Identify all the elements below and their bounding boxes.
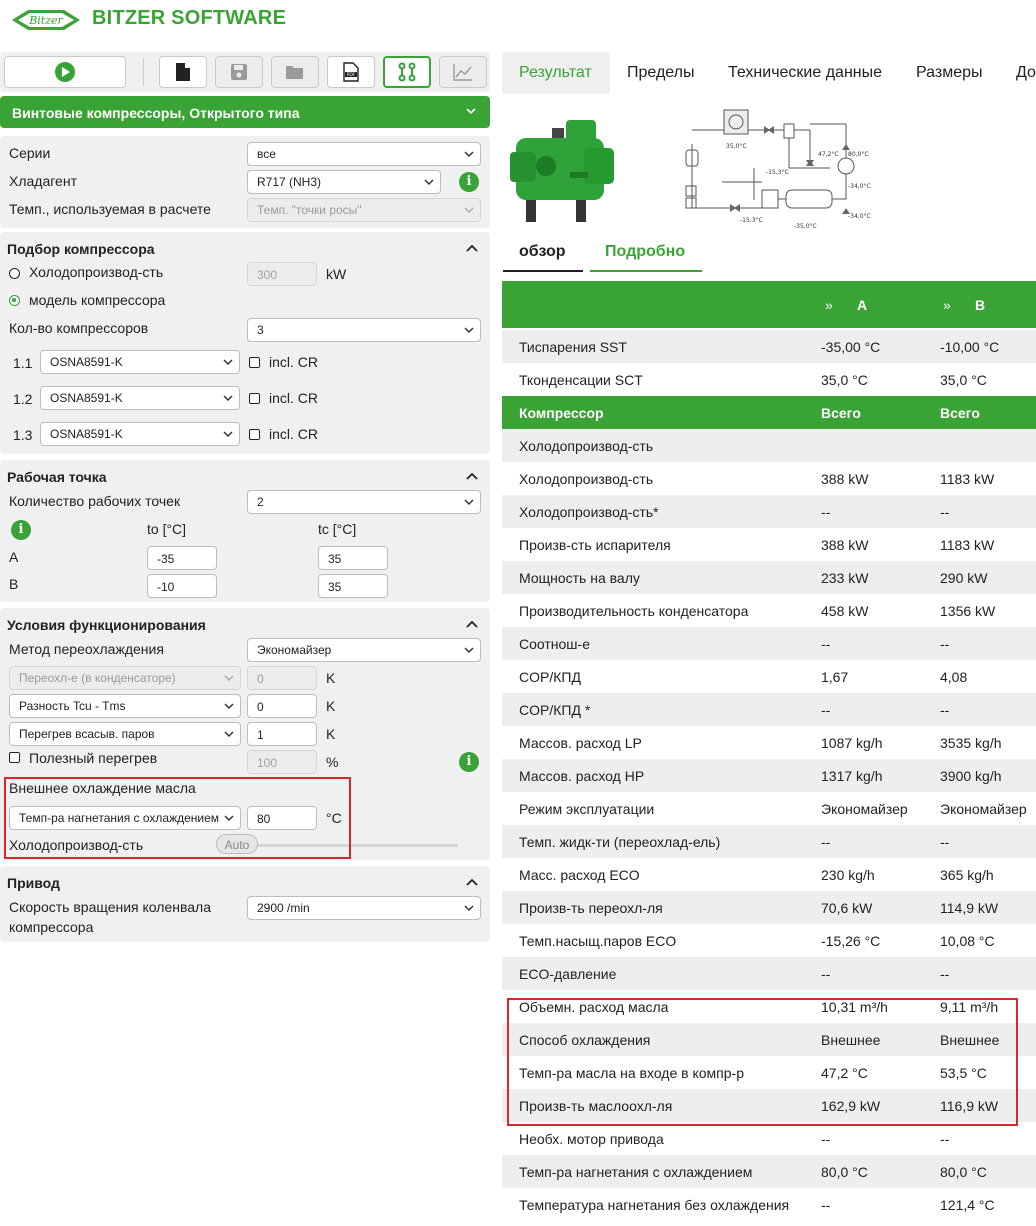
chevron-down-icon	[224, 703, 234, 710]
results-header	[502, 281, 1036, 328]
diagram-temp-label: 35,0°C	[726, 143, 747, 150]
unit-percent: %	[326, 754, 339, 770]
value-a: 1,67	[821, 669, 849, 685]
compressor-count-label: Кол-во компрессоров	[9, 320, 149, 336]
compressor-model-select[interactable]: OSNA8591-K	[40, 386, 240, 410]
point-a-to-input[interactable]: -35	[147, 546, 217, 570]
table-row	[502, 1155, 1036, 1188]
row-label: ECO-давление	[519, 966, 617, 982]
oil-cooling-label: Внешнее охлаждение масла	[9, 780, 196, 796]
value-b: 114,9 kW	[940, 900, 999, 916]
incl-cr-checkbox[interactable]	[249, 393, 260, 404]
chevron-down-icon	[464, 647, 474, 654]
chevron-down-icon	[223, 431, 233, 438]
compressor-image	[506, 108, 618, 230]
useful-superheat-input[interactable]: 100	[247, 750, 317, 774]
value-b: --	[940, 1131, 950, 1147]
series-select[interactable]: все	[247, 142, 481, 166]
value-a: 388 kW	[821, 537, 869, 553]
conditions-info-icon[interactable]: i	[459, 752, 479, 772]
value-a: --	[821, 702, 831, 718]
row-label: COP/КПД	[519, 669, 581, 685]
value-b: --	[940, 966, 950, 982]
capacity-unit: kW	[326, 266, 347, 282]
column-b-header: B	[975, 297, 986, 313]
value-b: -10,00 °C	[940, 339, 1000, 355]
value-b: 116,9 kW	[940, 1098, 999, 1114]
oil-cooling-mode-select[interactable]: Темп-ра нагнетания с охлаждением	[9, 806, 241, 830]
row-label: Производительность конденсатора	[519, 603, 749, 619]
tab-technical-data[interactable]: Технические данные	[728, 64, 883, 81]
value-b: Внешнее	[940, 1032, 1000, 1048]
value-b: 10,08 °C	[940, 933, 995, 949]
table-row	[502, 1122, 1036, 1155]
table-row	[502, 1188, 1036, 1221]
chevron-down-icon	[224, 731, 234, 738]
diagram-temp-label: -34,0°C	[848, 213, 871, 220]
value-a: -35,00 °C	[821, 339, 881, 355]
refrigerant-info-icon[interactable]: i	[459, 172, 479, 192]
chevron-down-icon	[223, 359, 233, 366]
value-a: --	[821, 636, 831, 652]
table-row	[502, 825, 1036, 858]
diagram-temp-label: 47,2°C	[818, 151, 839, 158]
chevron-up-icon[interactable]	[466, 472, 478, 480]
chart-button[interactable]	[439, 56, 487, 88]
chevron-up-icon[interactable]	[466, 244, 478, 252]
table-row	[502, 594, 1036, 627]
value-a: 1317 kg/h	[821, 768, 883, 784]
point-b-to-input[interactable]: -10	[147, 574, 217, 598]
value-a: 388 kW	[821, 471, 869, 487]
capacity-auto-toggle[interactable]: Auto	[216, 834, 258, 854]
value-a: 70,6 kW	[821, 900, 873, 916]
incl-cr-label: incl. CR	[269, 390, 319, 406]
value-b: 3900 kg/h	[940, 768, 1002, 784]
value-b: 1183 kW	[940, 537, 995, 553]
value-a: --	[821, 1131, 831, 1147]
chevron-up-icon[interactable]	[466, 878, 478, 886]
row-label: Тиспарения SST	[519, 339, 627, 355]
unit-celsius: °C	[326, 810, 342, 826]
value-b: 1356 kW	[940, 603, 996, 619]
subtab-overview[interactable]: обзор	[519, 243, 566, 260]
subtab-overview-underline	[503, 270, 583, 272]
point-a-label: A	[9, 549, 19, 565]
incl-cr-label: incl. CR	[269, 426, 319, 442]
value-a: Внешнее	[821, 1032, 881, 1048]
value-a: --	[821, 504, 831, 520]
table-row	[502, 462, 1036, 495]
value-a: --	[821, 966, 831, 982]
diagram-temp-label: 80,0°C	[848, 151, 869, 158]
column-a-header: A	[857, 297, 868, 313]
folder-icon	[285, 64, 305, 80]
document-icon	[175, 62, 191, 82]
logo-text: Bitzer	[29, 14, 63, 27]
table-row	[502, 792, 1036, 825]
incl-cr-checkbox[interactable]	[249, 429, 260, 440]
product-type-label: Винтовые компрессоры, Открытого типа	[12, 105, 300, 121]
speed-label-line-2: компрессора	[9, 919, 94, 935]
row-label: Темп. жидк-ти (переохлад-ель)	[519, 834, 721, 850]
chevron-down-icon	[464, 499, 474, 506]
value-b: 121,4 °C	[940, 1197, 995, 1213]
compressor-selection-title: Подбор компрессора	[7, 241, 155, 257]
value-a: 47,2 °C	[821, 1065, 868, 1081]
chevron-down-icon	[223, 395, 233, 402]
row-label: Холодопроизвод-сть	[519, 471, 654, 487]
table-row	[502, 660, 1036, 693]
drive-title: Привод	[7, 875, 60, 891]
row-label: Темп-ра нагнетания с охлаждением	[519, 1164, 753, 1180]
point-b-tc-input[interactable]: 35	[318, 574, 388, 598]
value-b: --	[940, 636, 950, 652]
suction-superheat-select[interactable]: Перегрев всасыв. паров	[9, 722, 241, 746]
value-a: 230 kg/h	[821, 867, 875, 883]
work-point-title: Рабочая точка	[7, 469, 107, 485]
capacity-radio-label: Холодопроизвод-сть	[29, 264, 164, 280]
incl-cr-checkbox[interactable]	[249, 357, 260, 368]
circuit-icon	[398, 62, 416, 82]
row-label: Темп-ра масла на входе в компр-р	[519, 1065, 744, 1081]
value-b: 35,0 °C	[940, 372, 987, 388]
value-b: 290 kW	[940, 570, 988, 586]
value-b: Экономайзер	[940, 801, 1027, 817]
value-b: 365 kg/h	[940, 867, 994, 883]
general-panel	[0, 136, 490, 228]
useful-superheat-checkbox[interactable]	[9, 752, 20, 763]
compressor-index: 1.2	[13, 391, 33, 407]
table-row	[502, 957, 1036, 990]
table-row	[502, 858, 1036, 891]
temp-basis-label: Темп., используемая в расчете	[9, 201, 211, 217]
oil-results-highlight	[507, 998, 1018, 1126]
value-b: 1183 kW	[940, 471, 995, 487]
value-a: Экономайзер	[821, 801, 908, 817]
unit-k: K	[326, 698, 336, 714]
row-label: Тконденсации SCT	[519, 372, 643, 388]
pdf-export-button[interactable]	[327, 56, 375, 88]
value-b: --	[940, 702, 950, 718]
subtab-detailed-underline	[590, 270, 702, 272]
expand-a-icon[interactable]: »	[825, 297, 833, 313]
unit-k: K	[326, 726, 336, 742]
temp-difference-select[interactable]: Разность Tcu - Tms	[9, 694, 241, 718]
value-a: -15,26 °C	[821, 933, 881, 949]
useful-superheat-label: Полезный перегрев	[29, 750, 158, 766]
pdf-icon	[342, 62, 360, 82]
value-a: 1087 kg/h	[821, 735, 883, 751]
capacity-mode-label: Холодопроизвод-сть	[9, 837, 144, 853]
suction-superheat-input[interactable]: 1	[247, 722, 317, 746]
value-a: Всего	[821, 405, 861, 421]
value-b: --	[940, 504, 950, 520]
row-label: Холодопроизвод-сть	[519, 438, 654, 454]
subcool-condenser-select[interactable]: Переохл-е (в конденсаторе)	[9, 666, 241, 690]
chevron-down-icon	[464, 207, 474, 214]
value-a: 458 kW	[821, 603, 869, 619]
value-a: 80,0 °C	[821, 1164, 868, 1180]
row-label: Произв-ть маслоохл-ля	[519, 1098, 673, 1114]
value-a: 233 kW	[821, 570, 869, 586]
table-row	[502, 363, 1036, 396]
row-label: Температура нагнетания без охлаждения	[519, 1197, 790, 1213]
table-row	[502, 627, 1036, 660]
diagram-temp-label: -15,3°C	[766, 169, 789, 176]
chevron-down-icon	[464, 327, 474, 334]
product-type-select[interactable]	[0, 96, 490, 128]
value-b: 9,11 m³/h	[940, 999, 999, 1015]
table-row	[502, 726, 1036, 759]
tc-header: tc [°C]	[318, 521, 357, 537]
diagram-temp-label: -34,0°C	[848, 183, 871, 190]
unit-k: K	[326, 670, 336, 686]
value-a: 35,0 °C	[821, 372, 868, 388]
compressor-model-select[interactable]: OSNA8591-K	[40, 422, 240, 446]
point-b-label: B	[9, 576, 19, 592]
refrigerant-select[interactable]: R717 (NH3)	[247, 170, 441, 194]
expand-b-icon[interactable]: »	[943, 297, 951, 313]
row-label: Произв-сть испарителя	[519, 537, 671, 553]
result-tabs	[502, 52, 1036, 94]
diagram-temp-label: -35,0°C	[794, 223, 817, 230]
toolbar	[0, 52, 490, 92]
capacity-input[interactable]: 300	[247, 262, 317, 286]
value-a: 10,31 m³/h	[821, 999, 888, 1015]
row-label: Холодопроизвод-сть*	[519, 504, 659, 520]
model-radio[interactable]	[9, 295, 20, 306]
chevron-up-icon[interactable]	[466, 620, 478, 628]
row-label: Соотнош-е	[519, 636, 590, 652]
compressor-model-select[interactable]: OSNA8591-K	[40, 350, 240, 374]
subtab-detailed[interactable]: Подробно	[605, 243, 686, 260]
to-header: to [°C]	[147, 521, 187, 537]
work-point-info-icon[interactable]: i	[11, 520, 31, 540]
compressor-selection-panel	[0, 232, 490, 454]
table-row	[502, 924, 1036, 957]
row-label: Объемн. расход масла	[519, 999, 669, 1015]
compressor-index: 1.1	[13, 355, 33, 371]
app-header	[0, 0, 1036, 40]
incl-cr-label: incl. CR	[269, 354, 319, 370]
value-b: Всего	[940, 405, 980, 421]
table-row	[502, 891, 1036, 924]
compressor-count-select[interactable]: 3	[247, 318, 481, 342]
table-row	[502, 693, 1036, 726]
compressor-index: 1.3	[13, 427, 33, 443]
table-row	[502, 561, 1036, 594]
table-row	[502, 759, 1036, 792]
subcool-method-label: Метод переохлаждения	[9, 641, 164, 657]
circuit-view-button[interactable]	[383, 56, 431, 88]
oil-cooling-highlight	[4, 777, 351, 859]
model-radio-label: модель компрессора	[29, 292, 166, 308]
chevron-down-icon	[464, 905, 474, 912]
table-row	[502, 495, 1036, 528]
subcool-method-select[interactable]: Экономайзер	[247, 638, 481, 662]
row-label: Массов. расход HP	[519, 768, 645, 784]
temp-basis-select[interactable]: Темп. "точки росы"	[247, 198, 481, 222]
save-icon	[230, 63, 248, 81]
series-label: Серии	[9, 145, 51, 161]
speed-label: Скорость вращения коленвала	[9, 899, 211, 915]
play-icon	[55, 62, 75, 82]
tab-limits[interactable]: Пределы	[627, 64, 695, 81]
chevron-down-icon	[224, 675, 234, 682]
row-label: Необх. мотор привода	[519, 1131, 664, 1147]
new-document-button[interactable]	[159, 56, 207, 88]
row-label: COP/КПД *	[519, 702, 591, 718]
save-button[interactable]	[215, 56, 263, 88]
refrigeration-circuit-diagram	[680, 104, 876, 232]
drive-panel	[0, 866, 490, 942]
chevron-down-icon	[424, 179, 434, 186]
open-button[interactable]	[271, 56, 319, 88]
temp-difference-input[interactable]: 0	[247, 694, 317, 718]
brand-title: BITZER SOFTWARE	[92, 7, 287, 29]
value-b: 3535 kg/h	[940, 735, 1002, 751]
table-row	[502, 330, 1036, 363]
point-a-tc-input[interactable]: 35	[318, 546, 388, 570]
row-label: Масс. расход ECO	[519, 867, 640, 883]
subcool-condenser-input[interactable]: 0	[247, 666, 317, 690]
work-point-count-select[interactable]: 2	[247, 490, 481, 514]
bitzer-logo	[10, 7, 82, 33]
diagram-temp-label: -15,3°C	[740, 217, 763, 224]
work-point-panel	[0, 460, 490, 602]
capacity-radio[interactable]	[9, 268, 20, 279]
value-b: 80,0 °C	[940, 1164, 987, 1180]
tab-dimensions[interactable]: Размеры	[916, 64, 983, 81]
value-a: --	[821, 834, 831, 850]
run-button[interactable]	[4, 56, 126, 88]
row-label: Способ охлаждения	[519, 1032, 651, 1048]
chevron-down-icon	[466, 108, 476, 115]
table-row	[502, 528, 1036, 561]
row-label: Темп.насыщ.паров ECO	[519, 933, 677, 949]
value-b: 53,5 °C	[940, 1065, 987, 1081]
row-label: Компрессор	[519, 405, 604, 421]
value-b: --	[940, 834, 950, 850]
discharge-temp-input[interactable]: 80	[247, 806, 317, 830]
chevron-down-icon	[464, 151, 474, 158]
speed-select[interactable]: 2900 /min	[247, 896, 481, 920]
value-a: 162,9 kW	[821, 1098, 881, 1114]
results-section-header	[502, 396, 1036, 429]
row-label: Режим эксплуатации	[519, 801, 655, 817]
line-chart-icon	[453, 63, 473, 81]
operating-conditions-title: Условия функционирования	[7, 617, 206, 633]
row-label: Массов. расход LP	[519, 735, 642, 751]
row-label: Мощность на валу	[519, 570, 640, 586]
table-row	[502, 429, 1036, 462]
tab-result[interactable]: Результат	[502, 52, 610, 94]
svg-text:PDF: PDF	[346, 73, 356, 78]
value-b: 4,08	[940, 669, 968, 685]
work-point-count-label: Количество рабочих точек	[9, 493, 181, 509]
value-a: --	[821, 1197, 831, 1213]
row-label: Произв-ть переохл-ля	[519, 900, 663, 916]
tab-more[interactable]: До	[1016, 64, 1036, 81]
refrigerant-label: Хладагент	[9, 173, 77, 189]
